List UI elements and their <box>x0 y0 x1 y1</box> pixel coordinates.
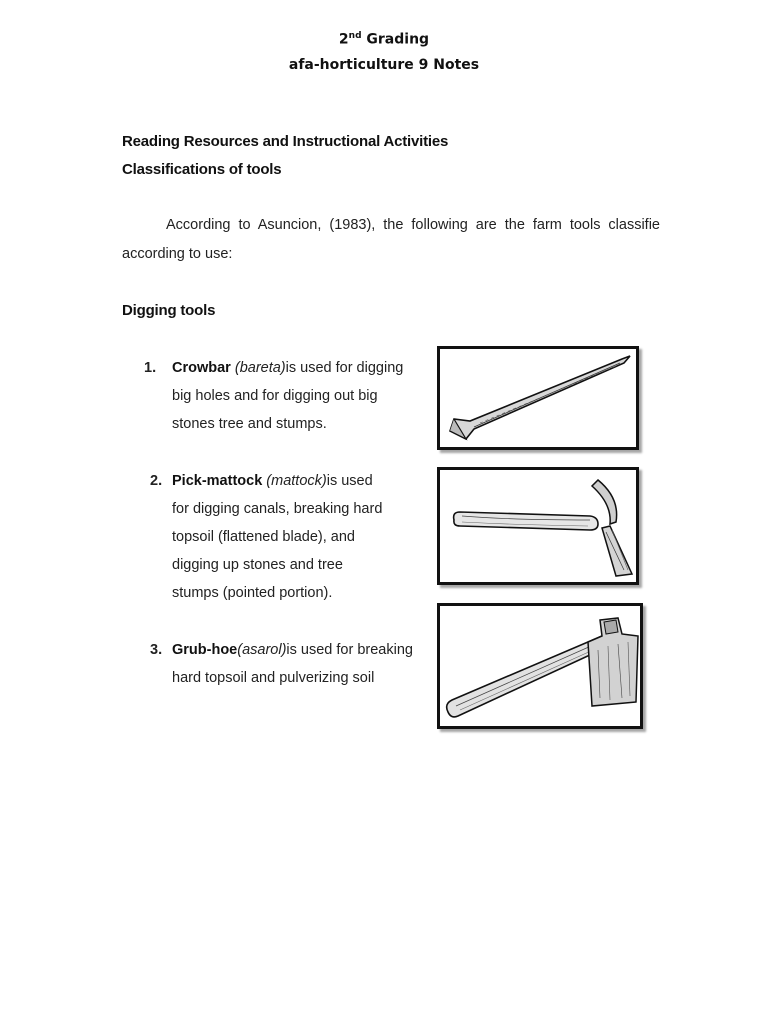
intro-line-1 <box>122 211 660 240</box>
item-text: is used <box>326 473 373 489</box>
page-subtitle: afa-horticulture 9 Notes <box>288 57 480 73</box>
list-item-grub-hoe <box>150 636 422 692</box>
item-line <box>172 467 422 495</box>
list-number: 3. <box>150 642 163 658</box>
item-line: big holes and for digging out big <box>172 388 378 404</box>
page-title <box>0 31 768 48</box>
grub-hoe-illustration <box>437 603 643 729</box>
crowbar-icon <box>440 349 636 447</box>
grading-number: 2 <box>338 31 349 48</box>
grading-word: Grading <box>366 31 430 48</box>
intro-line-1-text: According to Asuncion, (1983), the following are the farm tools classifie <box>166 217 660 233</box>
item-line <box>172 636 422 664</box>
intro-paragraph <box>122 211 660 269</box>
item-line: stumps (pointed portion). <box>172 585 333 601</box>
tool-name: Grub-hoe <box>172 642 238 658</box>
list-number: 1. <box>144 360 157 376</box>
section-subheading: Classifications of tools <box>122 161 282 178</box>
item-text: is used for digging <box>285 360 404 376</box>
list-item-pick-mattock <box>150 467 422 607</box>
pick-mattock-icon <box>440 470 636 582</box>
crowbar-illustration <box>437 346 639 450</box>
item-line <box>172 354 422 382</box>
list-number: 2. <box>150 473 163 489</box>
section-heading: Reading Resources and Instructional Activities <box>122 133 449 150</box>
item-line: hard topsoil and pulverizing soil <box>172 670 375 686</box>
pick-mattock-illustration <box>437 467 639 585</box>
tool-local-name: (asarol) <box>237 642 287 658</box>
item-text: is used for breaking <box>286 642 413 658</box>
item-line: stones tree and stumps. <box>172 416 327 432</box>
item-line: digging up stones and tree <box>172 557 343 573</box>
tool-name: Pick-mattock <box>172 473 263 489</box>
item-line: topsoil (flattened blade), and <box>172 529 355 545</box>
intro-line-2: according to use: <box>122 246 233 262</box>
list-item-crowbar <box>144 354 422 438</box>
tool-local-name: (bareta) <box>234 360 286 376</box>
tool-local-name: (mattock) <box>266 473 327 489</box>
tool-name: Crowbar <box>172 360 231 376</box>
grub-hoe-icon <box>440 606 640 726</box>
digging-tools-heading: Digging tools <box>122 302 216 319</box>
item-line: for digging canals, breaking hard <box>172 501 383 517</box>
grading-suffix: nd <box>348 31 362 41</box>
